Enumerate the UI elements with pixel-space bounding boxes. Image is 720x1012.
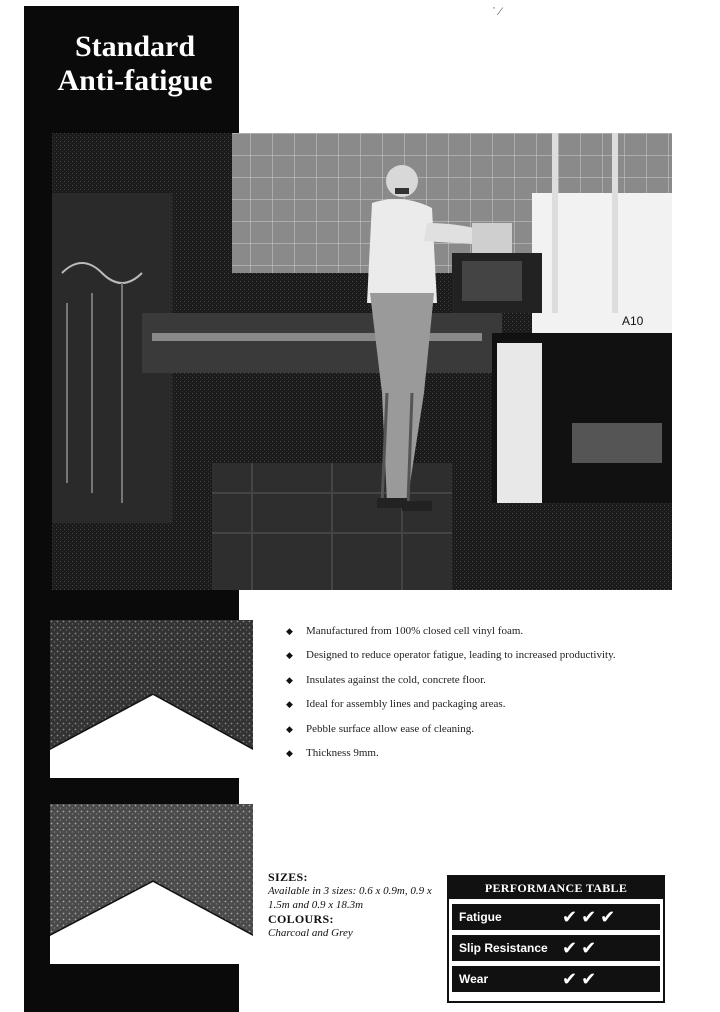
diamond-bullet-icon: ◆ [286, 674, 293, 685]
list-item [286, 721, 686, 745]
table-row [452, 904, 660, 930]
list-item [286, 623, 686, 647]
list-item [286, 672, 686, 696]
diamond-bullet-icon: ◆ [286, 699, 293, 710]
performance-table-title: PERFORMANCE TABLE [449, 877, 663, 899]
title-line-1: Standard [74, 30, 196, 63]
feature-text: Manufactured from 100% closed cell vinyl foam. [306, 625, 524, 637]
sizes-value: Available in 3 sizes: 0.6 x 0.9m, 0.9 x 1.5m and 0.9 x 18.3m [268, 885, 432, 911]
colours-label: COLOURS: [268, 912, 334, 926]
feature-text: Insulates against the cold, concrete floor. [306, 673, 486, 686]
diamond-bullet-icon: ◆ [286, 747, 293, 758]
performance-table [447, 875, 665, 1003]
rack-label: A10 [622, 314, 644, 328]
diamond-bullet-icon: ◆ [286, 723, 293, 734]
charcoal-mat-swatch [50, 620, 253, 778]
product-specs [268, 870, 443, 940]
feature-list [286, 623, 686, 769]
feature-text: Ideal for assembly lines and packaging areas. [306, 698, 506, 711]
list-item [286, 647, 686, 671]
page-title [40, 30, 230, 98]
table-row [452, 935, 660, 961]
scan-speck: ˙ ⁄ [492, 4, 501, 18]
row-label: Fatigue [459, 910, 502, 924]
checkmark-icon: ✔✔ [562, 969, 601, 989]
title-line-2: Anti-fatigue [57, 64, 213, 97]
colours-value: Charcoal and Grey [268, 927, 353, 939]
mat-sample-graphic [50, 804, 253, 964]
mat-sample-graphic [50, 620, 253, 778]
factory-worker-photo [52, 133, 672, 590]
feature-text: Pebble surface allow ease of cleaning. [306, 722, 474, 735]
diamond-bullet-icon: ◆ [286, 626, 293, 636]
list-item [286, 745, 686, 769]
checkmark-icon: ✔✔ [562, 938, 601, 958]
checkmark-icon: ✔✔✔ [562, 907, 620, 927]
grey-mat-swatch [50, 804, 253, 964]
row-label: Slip Resistance [459, 941, 548, 955]
table-row [452, 966, 660, 992]
factory-photo-illustration [52, 133, 672, 590]
diamond-bullet-icon: ◆ [286, 650, 293, 661]
feature-text: Designed to reduce operator fatigue, leading to increased productivity. [306, 649, 616, 662]
feature-text: Thickness 9mm. [306, 746, 379, 759]
row-label: Wear [459, 972, 489, 986]
sizes-label: SIZES: [268, 870, 308, 884]
list-item [286, 696, 686, 720]
